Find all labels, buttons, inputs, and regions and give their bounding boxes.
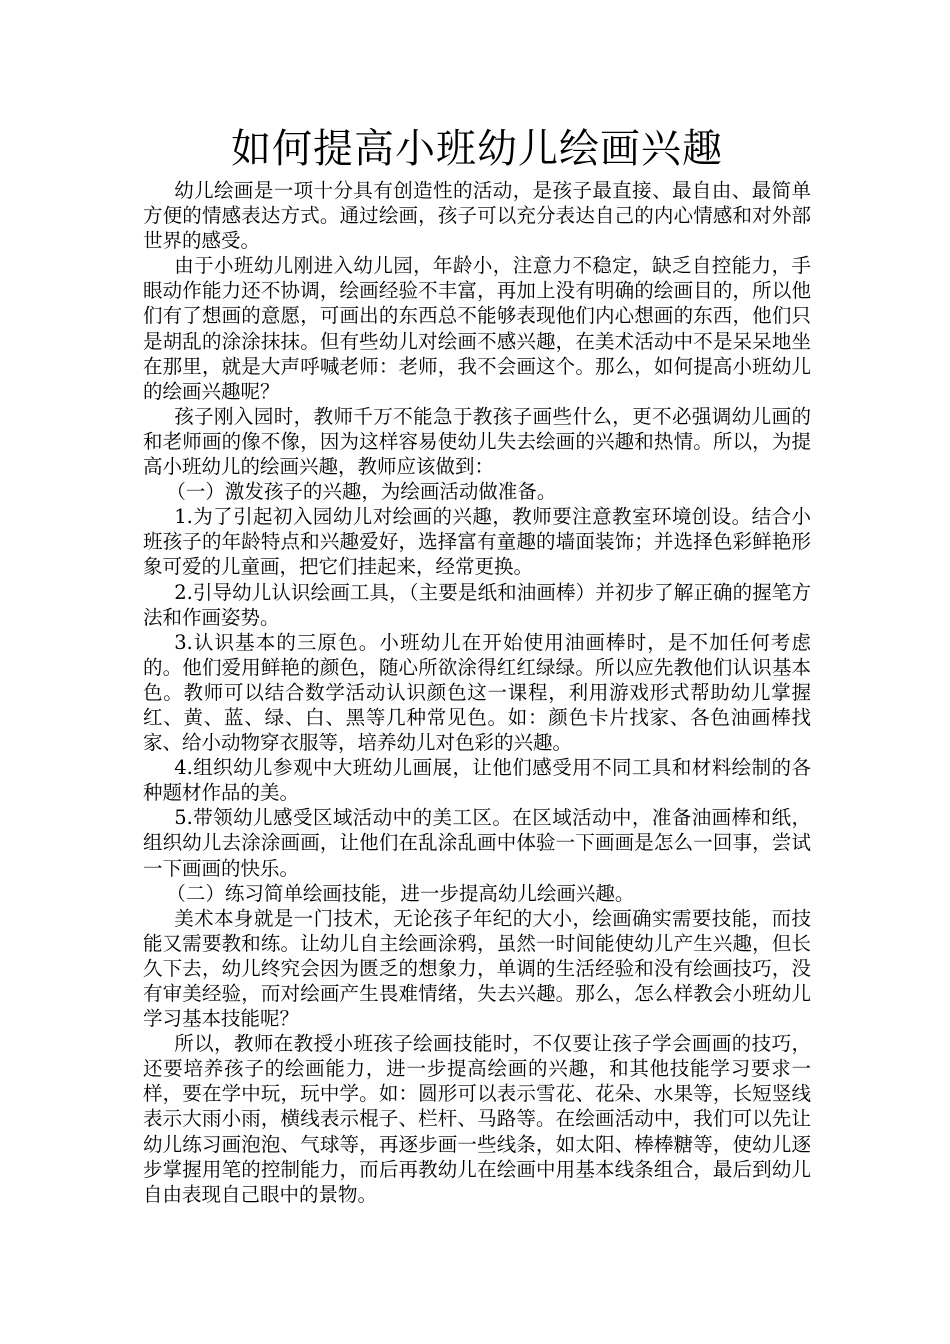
section-heading-2: （二）练习简单绘画技能，进一步提高幼儿绘画兴趣。: [166, 881, 635, 905]
paragraph-intro: 幼儿绘画是一项十分具有创造性的活动，是孩子最直接、最自由、最简单方便的情感表达方式。通过绘画，孩子可以充分表达自己的内心情感和对外部世界的感受。: [143, 179, 811, 253]
list-item-3: 3.认识基本的三原色。小班幼儿在开始使用油画棒时，是不加任何考虑的。他们爱用鲜艳的颜色，随心所欲涂得红红绿绿。所以应先教他们认识基本色。教师可以结合数学活动认识颜色这一课程，利用游戏形式帮助幼儿掌握红、黄、蓝、绿、白、黑等几种常见色。如：颜色卡片找家、各色油画棒找家、给小动物穿衣服等，培养幼儿对色彩的兴趣。: [143, 630, 811, 755]
list-item-1: 1.为了引起初入园幼儿对绘画的兴趣，教师要注意教室环境创设。结合小班孩子的年龄特点和兴趣爱好，选择富有童趣的墙面装饰；并选择色彩鲜艳形象可爱的儿童画，把它们挂起来，经常更换。: [143, 505, 811, 579]
section-heading-1: （一）激发孩子的兴趣，为绘画活动做准备。: [166, 480, 557, 504]
list-item-5: 5.带领幼儿感受区域活动中的美工区。在区域活动中，准备油画棒和纸，组织幼儿去涂涂画画，让他们在乱涂乱画中体验一下画画是怎么一回事，尝试一下画画的快乐。: [143, 806, 811, 880]
document-title: 如何提高小班幼儿绘画兴趣: [231, 126, 723, 172]
paragraph-principle: 孩子刚入园时，教师千万不能急于教孩子画些什么，更不必强调幼儿画的和老师画的像不像，因为这样容易使幼儿失去绘画的兴趣和热情。所以，为提高小班幼儿的绘画兴趣，教师应该做到：: [143, 404, 811, 479]
paragraph-conclusion: 所以，教师在教授小班孩子绘画技能时，不仅要让孩子学会画画的技巧，还要培养孩子的绘画能力，进一步提高绘画的兴趣，和其他技能学习要求一样，要在学中玩，玩中学。如：圆形可以表示雪花、花朵、水果等，长短竖线表示大雨小雨，横线表示棍子、栏杆、马路等。在绘画活动中，我们可以先让幼儿练习画泡泡、气球等，再逐步画一些线条，如太阳、棒棒糖等，使幼儿逐步掌握用笔的控制能力，而后再教幼儿在绘画中用基本线条组合，最后到幼儿自由表现自己眼中的景物。: [143, 1032, 811, 1206]
list-item-2: 2.引导幼儿认识绘画工具，（主要是纸和油画棒）并初步了解正确的握笔方法和作画姿势。: [143, 580, 811, 629]
paragraph-technique: 美术本身就是一门技术，无论孩子年纪的大小，绘画确实需要技能，而技能又需要教和练。让幼儿自主绘画涂鸦，虽然一时间能使幼儿产生兴趣，但长久下去，幼儿终究会因为匮乏的想象力，单调的生活经验和没有绘画技巧，没有审美经验，而对绘画产生畏难情绪，失去兴趣。那么，怎么样教会小班幼儿学习基本技能呢？: [143, 906, 811, 1031]
list-item-4: 4.组织幼儿参观中大班幼儿画展，让他们感受用不同工具和材料绘制的各种题材作品的美。: [143, 756, 811, 805]
paragraph-background: 由于小班幼儿刚进入幼儿园，年龄小，注意力不稳定，缺乏自控能力，手眼动作能力还不协调，绘画经验不丰富，再加上没有明确的绘画目的，所以他们有了想画的意愿，可画出的东西总不能够表现他们内心想画的东西，他们只是胡乱的涂涂抹抹。但有些幼儿对绘画不感兴趣，在美术活动中不是呆呆地坐在那里，就是大声呼喊老师：老师，我不会画这个。那么，如何提高小班幼儿的绘画兴趣呢？: [143, 254, 811, 403]
document-page: [143, 120, 811, 1207]
